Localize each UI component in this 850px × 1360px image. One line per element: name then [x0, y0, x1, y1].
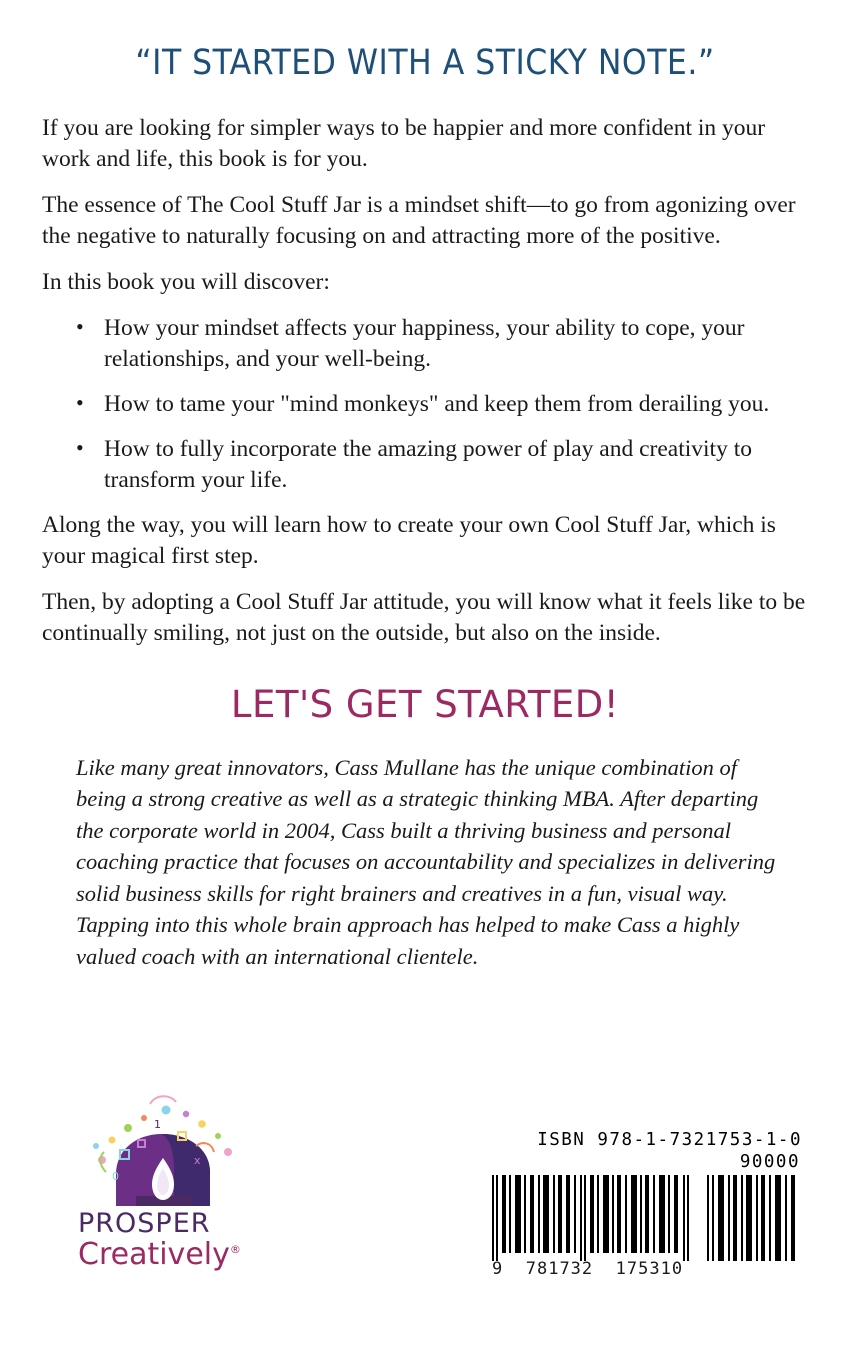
cover-footer: [0, 1080, 850, 1360]
barcode-digits-right: 175310: [615, 1259, 684, 1279]
discover-lead-in: In this book you will discover:: [42, 268, 330, 295]
svg-text:0: 0: [130, 1156, 137, 1169]
trademark-symbol: ®: [229, 1243, 241, 1256]
barcode-addon-icon: [707, 1175, 797, 1261]
barcode-addon-label: 90000: [739, 1152, 800, 1172]
isbn-label: ISBN 978-1-7321753-1-0: [537, 1130, 802, 1150]
closing-paragraph-1: Along the way, you will learn how to create your own Cool Stuff Jar, which is your magical first step.: [42, 511, 776, 569]
barcode-digits-mid: 781732: [525, 1259, 594, 1279]
bullet-dot-icon: •: [76, 434, 84, 460]
list-item: [42, 389, 808, 420]
cover-content: [42, 44, 808, 972]
barcode-area: [492, 1130, 802, 1279]
svg-text:1: 1: [154, 1118, 161, 1131]
list-item: [42, 434, 808, 496]
prosper-creatively-logo-icon: [78, 1088, 268, 1206]
list-item: [42, 313, 808, 375]
logo-word-creatively: Creatively®: [78, 1237, 241, 1272]
closing-paragraph-2: Then, by adopting a Cool Stuff Jar attitude, you will know what it feels like to be continually smiling, not just on the outside, but also on the inside.: [42, 588, 806, 646]
bullet-dot-icon: •: [76, 389, 84, 415]
svg-text:0: 0: [112, 1170, 119, 1183]
list-item-label: How your mindset affects your happiness, your ability to cope, your relationships, and your well-being.: [104, 314, 745, 372]
list-item-label: How to tame your "mind monkeys" and keep them from derailing you.: [104, 390, 770, 417]
intro-paragraph-2: The essence of The Cool Stuff Jar is a mindset shift—to go from agonizing over the negative to naturally focusing on and attracting more of the positive.: [42, 191, 796, 249]
list-item-label: How to fully incorporate the amazing power of play and creativity to transform your life.: [104, 435, 752, 493]
page-title: “IT STARTED WITH A STICKY NOTE.”: [135, 43, 715, 83]
barcode-digits: [492, 1259, 702, 1279]
barcode-digit-left: 9: [492, 1259, 504, 1279]
publisher-logo: [78, 1088, 288, 1272]
discover-list: [42, 313, 808, 496]
intro-paragraph-1: If you are looking for simpler ways to be happier and more confident in your work and life, this book is for you.: [42, 114, 766, 172]
barcode-bars: [492, 1175, 802, 1279]
call-to-action-heading: LET'S GET STARTED!: [230, 682, 620, 726]
ean13-barcode-icon: [492, 1175, 697, 1261]
svg-text:x: x: [194, 1154, 201, 1167]
author-bio: Like many great innovators, Cass Mullane has the unique combination of being a strong creative as well as a strategic thinking MBA. After departing the corporate world in 2004, Cass built a thriving business and personal coaching practice that focuses on accountability and specializes in delivering solid business skills for right brainers and creatives in a fun, visual way. Tapping into this whole brain approach has helped to make Cass a highly valued coach with an international clientele.: [76, 754, 776, 969]
bullet-dot-icon: •: [76, 313, 84, 339]
logo-word-prosper: PROSPER: [78, 1208, 211, 1239]
